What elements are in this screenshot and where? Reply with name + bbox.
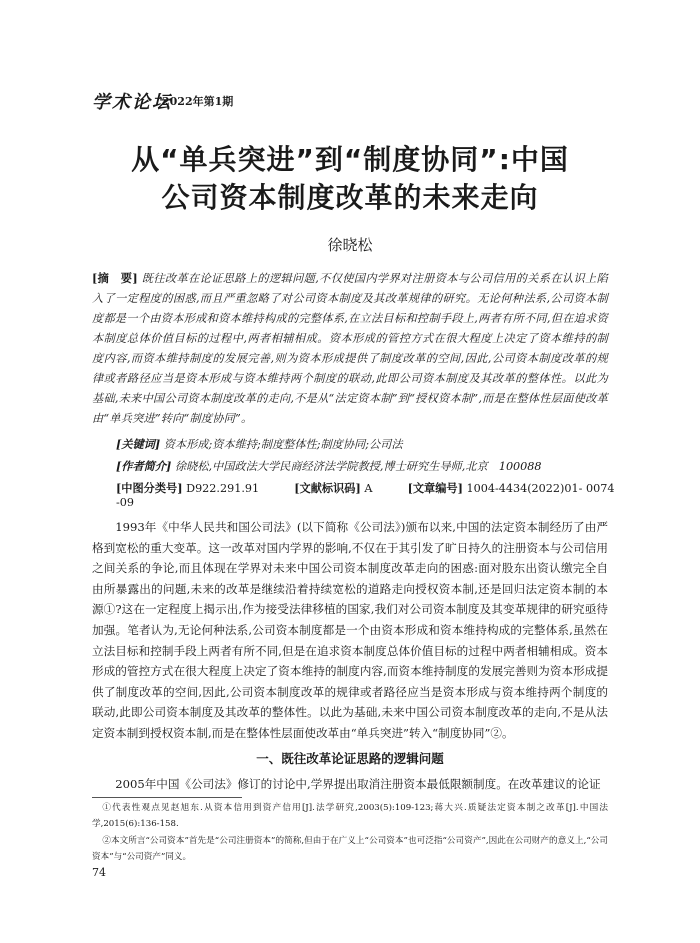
author: 徐晓松 — [327, 236, 373, 254]
classification-line — [116, 480, 616, 509]
issue-label: 2022年第1期 — [162, 95, 234, 108]
clc-label: [中图分类号] — [116, 481, 183, 495]
abstract-text: 既往改革在论证思路上的逻辑问题,不仅使国内学界对注册资本与公司信用的关系在认识上陷入了一定程度的困惑,而且严重忽略了对公司资本制度及其改革规律的研究。无论何种法系,公司资本制度都是一个由资本形成和资本维持构成的完整体系,在立法目标和控制手段上,两者有所不同,但在追求资本制度总体价值目标的过程中,两者相辅相成。资本形成的管控方式在很大程度上决定了资本维持的制度内容,而资本维持制度的发展完善,则为资本形成提供了制度改革的空间,因此,公司资本制度改革的规律或者路径应当是资本形成与资本维持两个制度的联动,此即公司资本制度及其改革的整体性。以此为基础,未来中国公司资本制度改革的走向,不是从“法定资本制”到“授权资本制”,而是在整体性层面使改革由“单兵突进”转向“制度协同”。 — [92, 272, 608, 425]
abstract-label: [摘 要] — [92, 271, 138, 285]
title-line-1: 从“单兵突进”到“制度协同”:中国 — [131, 143, 569, 176]
author-bio-text: 徐晓松,中国政法大学民商经济法学院教授,博士研究生导师,北京 100088 — [174, 460, 542, 473]
footnote-1: ①代表性观点见赵旭东.从资本信用到资产信用[J].法学研究,2003(5):109-123;蒋大兴.质疑法定资本制之改革[J].中国法学,2015(6):136-158. — [92, 803, 608, 829]
doc-code-label: [文献标识码] — [294, 481, 361, 495]
keywords-label: [关键词] — [116, 437, 161, 451]
section-heading: 一、既往改革论证思路的逻辑问题 — [256, 751, 444, 766]
keywords — [116, 436, 403, 452]
doc-code-value: A — [364, 482, 373, 495]
article-number-label: [文章编号] — [407, 481, 463, 495]
page-number: 74 — [92, 866, 106, 879]
author-bio — [116, 458, 542, 474]
title-line-2: 公司资本制度改革的未来走向 — [161, 181, 539, 214]
section-paragraph: 2005年中国《公司法》修订的讨论中,学界提出取消注册资本最低限额制度。在改革建议的论证 — [115, 777, 601, 791]
journal-logo: 学术论坛 — [92, 92, 172, 113]
keywords-text: 资本形成;资本维持;制度整体性;制度协同;公司法 — [163, 438, 403, 451]
clc-value: D922.291.91 — [186, 482, 260, 495]
footnote-divider — [92, 797, 242, 798]
article-number-value: 1004-4434(2022)01- 0074 -09 — [116, 482, 615, 509]
author-bio-label: [作者简介] — [116, 459, 172, 473]
intro-paragraph: 1993年《中华人民共和国公司法》(以下简称《公司法》)颁布以来,中国的法定资本制经历了由严格到宽松的重大变革。这一改革对国内学界的影响,不仅在于其引发了旷日持久的注册资本与公司信用之间关系的争论,而且体现在学界对未来中国公司资本制度改革走向的困惑:面对股东出资认缴完全自由所暴露出的问题,未来的改革是继续沿着持续宽松的道路走向授权资本制,还是回归法定资本制的本源①?这在一定程度上揭示出,作为接受法律移植的国家,我们对公司资本制度及其变革规律的研究亟待加强。笔者认为,无论何种法系,公司资本制度都是一个由资本形成和资本维持构成的完整体系,虽然在立法目标和控制手段上两者有所不同,但是在追求资本制度总体价值目标的过程中两者相辅相成。资本形成的管控方式在很大程度上决定了资本维持的制度内容,而资本维持制度的发展完善则为资本形成提供了制度改革的空间,因此,公司资本制度改革的规律或者路径应当是资本形成与资本维持两个制度的联动,此即公司资本制度及其改革的整体性。以此为基础,未来中国公司资本制度改革的走向,不是从法定资本制到授权资本制,而是在整体性层面使改革由“单兵突进”转入“制度协同”②。 — [92, 520, 608, 740]
footnote-2: ②本文所言“公司资本”首先是“公司注册资本”的简称,但由于在广义上“公司资本”也可泛指“公司资产”,因此在公司财产的意义上,“公司资本”与“公司资产”同义。 — [92, 836, 608, 862]
abstract — [92, 268, 608, 429]
